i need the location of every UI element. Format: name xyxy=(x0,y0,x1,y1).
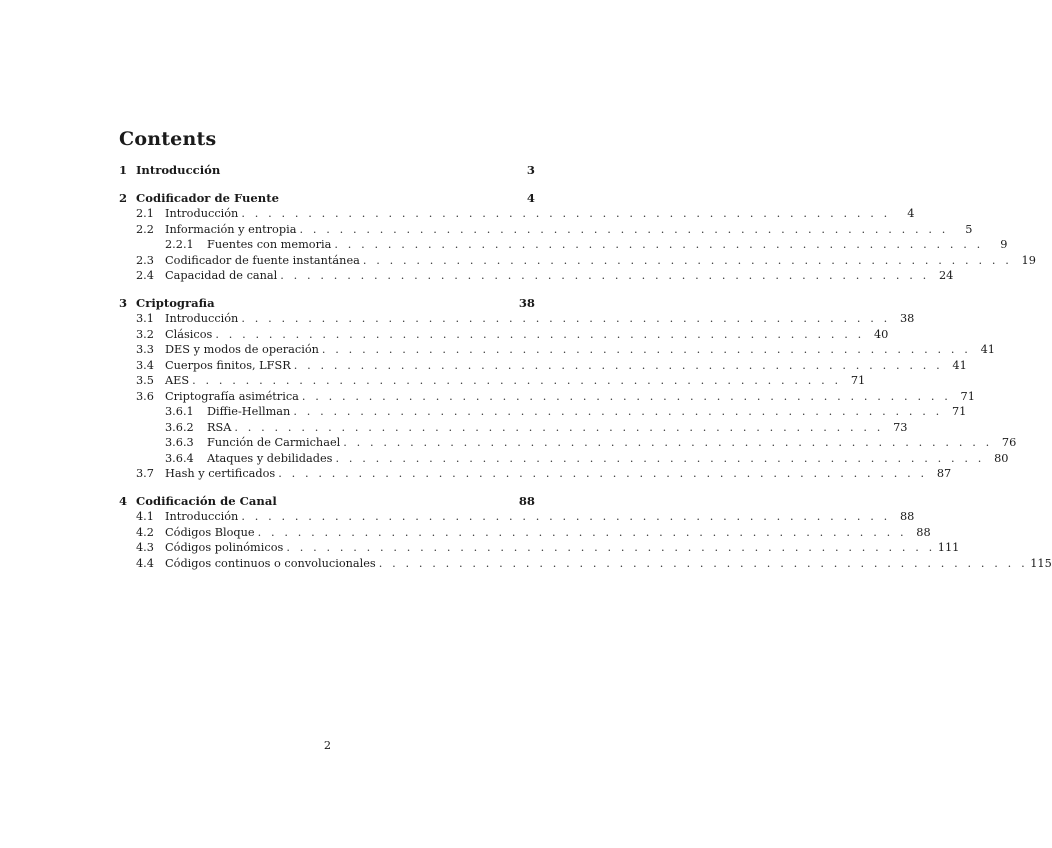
section-number: 2.2 xyxy=(136,222,154,236)
toc-section[interactable] xyxy=(119,268,954,284)
section-title: Hash y certificados xyxy=(165,467,276,480)
toc-section[interactable] xyxy=(119,253,1036,269)
dot-leader: . . . . . . . . . . . . . . . . . . . . . . . . . . . . . . . . . . . . . . . . . . . . . . . . . xyxy=(241,312,891,325)
section-title: Códigos Bloque xyxy=(165,525,255,539)
section-number: 4.1 xyxy=(136,510,154,523)
section-title: Clásicos xyxy=(165,327,213,341)
chapter-number: 3 xyxy=(119,295,128,310)
section-title: Criptografía asimétrica xyxy=(165,389,299,403)
toc-section[interactable] xyxy=(119,373,866,389)
toc-section[interactable] xyxy=(119,466,952,482)
section-number: 3.2 xyxy=(136,327,154,341)
toc-section[interactable] xyxy=(119,342,995,358)
dot-leader: . . . . . . . . . . . . . . . . . . . . . . . . . . . . . . . . . . . . . . . . . . . . . . . . . xyxy=(335,451,985,465)
chapter-title: Introducción xyxy=(136,163,221,177)
section-number: 4.3 xyxy=(136,541,154,554)
dot-leader: . . . . . . . . . . . . . . . . . . . . . . . . . . . . . . . . . . . . . . . . . . . . . . . . . xyxy=(299,222,949,236)
dot-leader: . . . . . . . . . . . . . . . . . . . . . . . . . . . . . . . . . . . . . . . . . . . . . . . . . xyxy=(378,556,1028,570)
chapter-page: 88 xyxy=(518,493,535,508)
subsection-number: 3.6.1 xyxy=(165,405,194,418)
section-page: 71 xyxy=(960,389,975,403)
subsection-page: 80 xyxy=(994,451,1009,465)
chapter-title: Criptografia xyxy=(136,295,215,310)
chapter-title: Codificación de Canal xyxy=(136,493,277,508)
dot-leader: . . . . . . . . . . . . . . . . . . . . . . . . . . . . . . . . . . . . . . . . . . . . . . . . . xyxy=(280,269,930,282)
section-page: 4 xyxy=(907,207,915,220)
section-page: 87 xyxy=(936,467,952,480)
subsection-page: 71 xyxy=(951,405,967,418)
dot-leader: . . . . . . . . . . . . . . . . . . . . . . . . . . . . . . . . . . . . . . . . . . . . . . . . . xyxy=(343,436,993,449)
section-page: 41 xyxy=(980,343,995,356)
section-title: DES y modos de operación xyxy=(165,343,319,356)
dot-leader: . . . . . . . . . . . . . . . . . . . . . . . . . . . . . . . . . . . . . . . . . . . . . . . . . xyxy=(293,358,943,372)
section-number: 2.3 xyxy=(136,253,154,267)
dot-leader: . . . . . . . . . . . . . . . . . . . . . . . . . . . . . . . . . . . . . . . . . . . . . . . . . xyxy=(257,525,907,539)
toc-subsection[interactable] xyxy=(119,435,1017,451)
section-page: 115 xyxy=(1030,556,1052,570)
toc-section[interactable] xyxy=(119,525,931,541)
toc-chapter[interactable] xyxy=(119,494,535,510)
section-page: 40 xyxy=(873,327,889,341)
chapter-number: 4 xyxy=(119,493,128,508)
section-page: 38 xyxy=(900,312,915,325)
toc-section[interactable] xyxy=(119,389,975,405)
dot-leader: . . . . . . . . . . . . . . . . . . . . . . . . . . . . . . . . . . . . . . . . . . . . . . . . . xyxy=(362,253,1012,267)
toc-section[interactable] xyxy=(119,509,915,525)
toc-section[interactable] xyxy=(119,358,967,374)
dot-leader: . . . . . . . . . . . . . . . . . . . . . . . . . . . . . . . . . . . . . . . . . . . . . . . . . xyxy=(234,420,884,434)
section-title: Información y entropia xyxy=(165,222,297,236)
chapter-title: Codificador de Fuente xyxy=(136,190,279,205)
section-page: 5 xyxy=(965,222,973,236)
section-page: 88 xyxy=(916,525,931,539)
contents-heading: Contents xyxy=(119,128,217,150)
section-page: 71 xyxy=(850,374,866,387)
section-title: Códigos polinómicos xyxy=(165,541,284,554)
section-title: Codificador de fuente instantánea xyxy=(165,253,360,267)
section-title: Introducción xyxy=(165,510,239,523)
subsection-title: Función de Carmichael xyxy=(207,436,341,449)
section-page: 88 xyxy=(900,510,915,523)
subsection-number: 3.6.2 xyxy=(165,420,194,434)
chapter-page: 4 xyxy=(526,190,535,205)
dot-leader: . . . . . . . . . . . . . . . . . . . . . . . . . . . . . . . . . . . . . . . . . . . . . . . . . xyxy=(278,467,928,480)
section-title: Introducción xyxy=(165,207,239,220)
dot-leader: . . . . . . . . . . . . . . . . . . . . . . . . . . . . . . . . . . . . . . . . . . . . . . . . . xyxy=(192,374,842,387)
subsection-page: 9 xyxy=(1000,238,1008,251)
section-number: 4.2 xyxy=(136,525,154,539)
section-number: 4.4 xyxy=(136,556,154,570)
subsection-number: 3.6.4 xyxy=(165,451,194,465)
subsection-number: 3.6.3 xyxy=(165,436,194,449)
toc-subsection[interactable] xyxy=(119,237,1008,253)
section-page: 111 xyxy=(937,541,960,554)
subsection-title: RSA xyxy=(207,420,232,434)
section-page: 24 xyxy=(938,269,954,282)
page-number: 2 xyxy=(323,739,332,752)
section-title: Capacidad de canal xyxy=(165,269,278,282)
toc-section[interactable] xyxy=(119,311,915,327)
toc-subsection[interactable] xyxy=(119,420,908,436)
section-number: 2.4 xyxy=(136,269,154,282)
section-page: 19 xyxy=(1021,253,1036,267)
toc-chapter[interactable] xyxy=(119,296,535,312)
toc-section[interactable] xyxy=(119,327,889,343)
section-number: 3.1 xyxy=(136,312,154,325)
toc-section[interactable] xyxy=(119,222,973,238)
section-number: 3.4 xyxy=(136,358,154,372)
toc-section[interactable] xyxy=(119,556,1052,572)
section-number: 3.7 xyxy=(136,467,154,480)
dot-leader: . . . . . . . . . . . . . . . . . . . . . . . . . . . . . . . . . . . . . . . . . . . . . . . . . xyxy=(215,327,865,341)
section-number: 3.5 xyxy=(136,374,154,387)
toc-chapter[interactable] xyxy=(119,191,535,207)
dot-leader: . . . . . . . . . . . . . . . . . . . . . . . . . . . . . . . . . . . . . . . . . . . . . . . . . xyxy=(241,510,891,523)
section-number: 3.3 xyxy=(136,343,154,356)
dot-leader: . . . . . . . . . . . . . . . . . . . . . . . . . . . . . . . . . . . . . . . . . . . . . . . . . xyxy=(301,389,951,403)
toc-section[interactable] xyxy=(119,540,960,556)
chapter-page: 38 xyxy=(518,295,535,310)
dot-leader: . . . . . . . . . . . . . . . . . . . . . . . . . . . . . . . . . . . . . . . . . . . . . . . . . xyxy=(286,541,936,554)
dot-leader: . . . . . . . . . . . . . . . . . . . . . . . . . . . . . . . . . . . . . . . . . . . . . . . . . xyxy=(293,405,943,418)
toc-chapter[interactable] xyxy=(119,163,535,179)
subsection-title: Fuentes con memoria xyxy=(207,238,332,251)
toc-section[interactable] xyxy=(119,206,915,222)
subsection-title: Ataques y debilidades xyxy=(207,451,333,465)
section-title: Introducción xyxy=(165,312,239,325)
section-title: Cuerpos finitos, LFSR xyxy=(165,358,291,372)
section-number: 2.1 xyxy=(136,207,154,220)
subsection-page: 76 xyxy=(1001,436,1017,449)
subsection-number: 2.2.1 xyxy=(165,238,194,251)
section-page: 41 xyxy=(952,358,967,372)
section-number: 3.6 xyxy=(136,389,154,403)
subsection-page: 73 xyxy=(893,420,908,434)
toc-subsection[interactable] xyxy=(119,404,967,420)
table-of-contents xyxy=(119,161,1052,571)
chapter-page: 3 xyxy=(526,163,535,177)
dot-leader: . . . . . . . . . . . . . . . . . . . . . . . . . . . . . . . . . . . . . . . . . . . . . . . . . xyxy=(241,207,891,220)
dot-leader: . . . . . . . . . . . . . . . . . . . . . . . . . . . . . . . . . . . . . . . . . . . . . . . . . xyxy=(321,343,971,356)
section-title: Códigos continuos o convolucionales xyxy=(165,556,376,570)
subsection-title: Diffie-Hellman xyxy=(207,405,291,418)
section-title: AES xyxy=(165,374,190,387)
toc-subsection[interactable] xyxy=(119,451,1009,467)
chapter-number: 1 xyxy=(119,163,128,177)
dot-leader: . . . . . . . . . . . . . . . . . . . . . . . . . . . . . . . . . . . . . . . . . . . . . . . . . xyxy=(334,238,984,251)
chapter-number: 2 xyxy=(119,190,128,205)
